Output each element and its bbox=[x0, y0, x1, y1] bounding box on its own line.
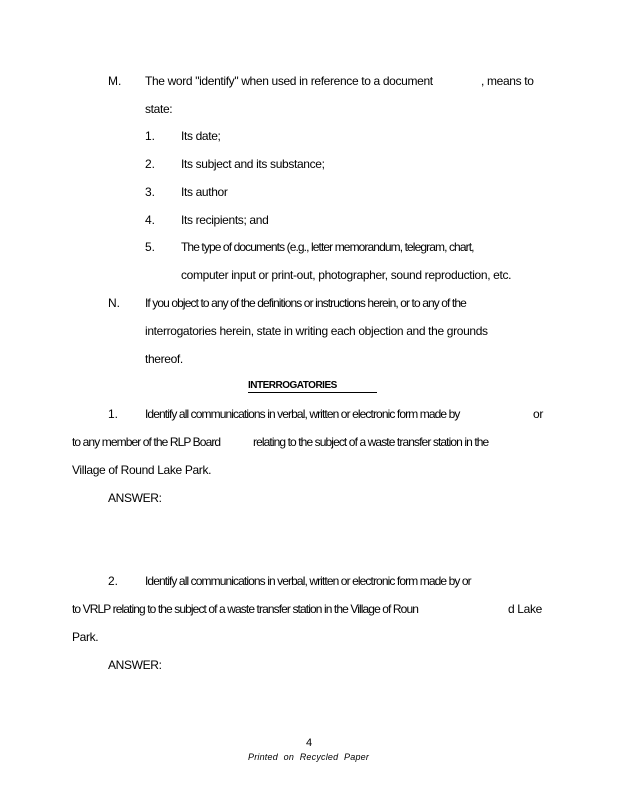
list-item-text: Its recipients; and bbox=[181, 213, 269, 227]
interrogatory-1-answer-label: ANSWER: bbox=[108, 491, 162, 505]
interrogatory-1-number: 1. bbox=[108, 407, 119, 421]
interrogatory-2-line2: to VRLP relating to the subject of a waste transfer station in the Village of Roun bbox=[72, 602, 419, 616]
definition-m-text-line1: The word "identify" when used in reference to a document bbox=[145, 74, 433, 88]
list-item-number: 1. bbox=[145, 129, 156, 143]
list-item-text-continued: computer input or print-out, photographer, sound reproduction, etc. bbox=[181, 268, 512, 282]
list-item-number: 2. bbox=[145, 157, 156, 171]
definition-m-text-line1-end: , means to bbox=[481, 74, 534, 88]
interrogatory-2-number: 2. bbox=[108, 574, 119, 588]
definition-n-label: N. bbox=[108, 296, 120, 310]
list-item-text: Its author bbox=[181, 185, 228, 199]
definition-m-label: M. bbox=[108, 74, 122, 88]
interrogatory-2-line2-end: d Lake bbox=[508, 602, 542, 616]
interrogatory-1-line1: Identify all communications in verbal, written or electronic form made by bbox=[145, 407, 460, 421]
interrogatory-2-answer-label: ANSWER: bbox=[108, 658, 162, 672]
footer-note: Printed on Recycled Paper bbox=[248, 752, 370, 762]
list-item-text: Its subject and its substance; bbox=[181, 157, 325, 171]
definition-m-text-line2: state: bbox=[145, 102, 173, 116]
list-item-number: 4. bbox=[145, 213, 156, 227]
interrogatory-1-line3: Village of Round Lake Park. bbox=[72, 463, 212, 477]
interrogatory-1-line1-end: or bbox=[533, 407, 543, 421]
list-item-number: 3. bbox=[145, 185, 156, 199]
list-item-number: 5. bbox=[145, 240, 156, 254]
interrogatory-1-line2-end: relating to the subject of a waste transfer station in the bbox=[253, 435, 489, 449]
list-item-text: The type of documents (e.g., letter memorandum, telegram, chart, bbox=[181, 240, 474, 254]
definition-n-text-line2: interrogatories herein, state in writing each objection and the grounds bbox=[145, 324, 488, 338]
page-number: 4 bbox=[306, 737, 313, 749]
list-item-text: Its date; bbox=[181, 129, 221, 143]
definition-n-text-line3: thereof. bbox=[145, 352, 183, 366]
definition-n-text-line1: If you object to any of the definitions or instructions herein, or to any of the bbox=[145, 296, 466, 310]
interrogatory-2-line1: Identify all communications in verbal, written or electronic form made by or bbox=[145, 574, 471, 588]
interrogatory-2-line3: Park. bbox=[72, 630, 99, 644]
interrogatory-1-line2: to any member of the RLP Board bbox=[72, 435, 221, 449]
section-heading: INTERROGATORIES bbox=[248, 380, 377, 393]
